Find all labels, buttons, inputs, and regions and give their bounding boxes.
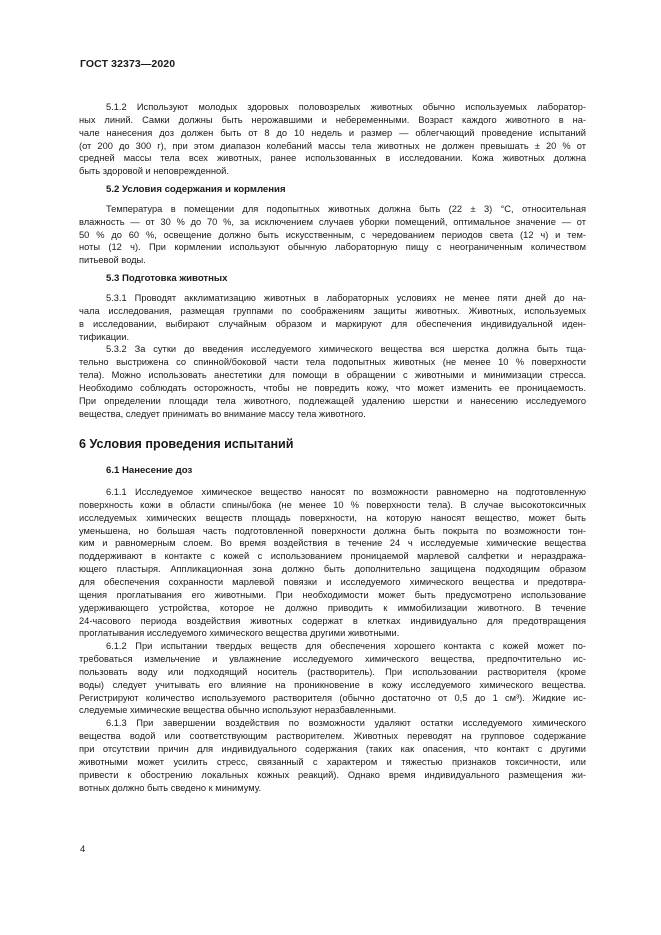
text-line: Температура в помещении для подопытных животных должна быть (22 ± 3) °С, относительная [106,203,586,214]
text-line: уменьшена, но большая часть подготовленной поверхности должна быть покрыта по возможности тон- [79,525,586,536]
text-line: 5.1.2 Используют молодых здоровых половозрелых животных обычно используемых лаборатор- [106,102,586,112]
section-heading-5-3: 5.3 Подготовка животных [106,273,228,285]
text-line: 5.3.1 Проводят акклиматизацию животных в лабораторных условиях не менее пяти дней до на- [106,292,586,303]
text-line: При определении площади тела животного, подлежащей удалению шерстки и нанесению исследуемого [79,395,586,406]
text-line: для обеспечения сохранности марлевой повязки и исследуемого химического вещества и предотвра- [79,577,586,587]
text-line: следуемые химические вещества обычно используют неразбавленными. [79,705,397,716]
section-heading-5-2: 5.2 Условия содержания и кормления [106,184,286,196]
text-line: 5.3.2 За сутки до введения исследуемого химического вещества вся шерстка должна быть тща- [106,344,586,355]
paragraph-5-1-2 [79,101,586,178]
text-line: 6.1.3 При завершении воздействия по возможности удаляют остатки исследуемого химического [106,718,586,729]
text-line: удерживающего устройства, которое не должно приводить к иммобилизации животного. В течение [79,602,586,613]
text-line: воды) следует учитывать его влияние на проникновение в кожу исследуемого химического вещества. [79,679,586,690]
text-line: исследуемых химических веществ площадь поверхности, на которую наносят вещество, может быть [79,512,586,523]
text-line: ных линий. Самки должны быть нерожавшими и небеременными. Возраст каждого животного в на- [79,114,586,125]
chapter-heading-6: 6 Условия проведения испытаний [79,437,294,452]
paragraph-6-1-3 [79,717,586,794]
text-line: в исследовании, выбирают случайным образом и маркируют для обеспечения индивидуальной иден- [79,318,586,329]
text-line: влажность — от 30 % до 70 %, за исключением случаев уборки помещений, оптимальное значение — от [79,216,586,227]
document-id-header: ГОСТ 32373—2020 [80,58,176,70]
text-line: поверхность кожи в области спины/бока (не менее 10 % поверхности тела). В случае высокотоксичных [79,499,586,510]
section-heading-6-1: 6.1 Нанесение доз [106,465,193,477]
paragraph-5-3-1 [79,292,586,343]
text-line: вещества водой или соответствующим растворителем. Животных переводят на групповое содержание [79,731,586,742]
text-line: 50 % до 60 %, освещение должно быть искусственным, с чередованием периодов света (12 ч) и тем- [79,229,586,240]
text-line: вещества, следует принимать во внимание массу тела животного. [79,408,366,419]
text-line: чала исследования, размещая группами по соображениям защиты животных. Животных, используемых [79,305,586,316]
text-line: пользовать воду или подходящий носитель (растворитель). При использовании растворителя (кроме [79,666,586,677]
text-line: при отсутствии причин для индивидуального содержания (таких как опасения, что контакт с другими [79,743,586,754]
text-line: (от 200 до 300 г), при этом диапазон колебаний массы тела животных не должен превышать ± 20 % от [79,140,586,151]
text-line: Регистрируют количество используемого растворителя (обычно достаточно от 0,5 до 1 см³). Жидкие ис- [79,692,586,703]
text-line: проглатывания исследуемого химического вещества другими животными. [79,628,400,639]
page-content [79,101,586,794]
paragraph-6-1-1 [79,486,586,640]
text-line: привести к обострению локальных кожных реакций). Однако время индивидуального размещения жи- [79,769,586,780]
text-line: вотных должно быть сведено к минимуму. [79,782,262,793]
text-line: 6.1.2 При испытании твердых веществ для обеспечения хорошего контакта с кожей может по- [106,641,586,652]
paragraph-6-1-2 [79,640,586,717]
text-line: 6.1.1 Исследуемое химическое вещество наносят по возможности равномерно на подготовленную [106,487,586,498]
text-line: средней массы тела всех животных, ранее использованных в исследовании. Кожа животных должна [79,153,586,164]
paragraph-5-3-2 [79,343,586,420]
text-line: ющего пластыря. Аппликационная зона должно быть дополнительно защищена подходящим образом [79,564,586,575]
text-line: животными может усилить стресс, связанный с характером и тяжестью признаков токсичности, или [79,756,586,767]
text-line: 24-часового периода воздействия животных содержат в клетках индивидуально для предотвращения [79,615,586,626]
text-line: питьевой воды. [79,255,146,266]
text-line: тела). Можно использовать анестетики для помощи в обращении с животными и минимизации стресса. [79,370,586,381]
text-line: тификации. [79,331,130,342]
text-line: требоваться измельчение и увлажнение исследуемого химического вещества, предпочтительно ис- [79,654,586,665]
text-line: ким и равномерным слоем. Во время воздействия в течение 24 ч исследуемые химические вещества [79,538,586,549]
page-number: 4 [80,844,86,855]
text-line: быть здоровой и неповрежденной. [79,166,229,177]
text-line: тельно выстрижена со спинной/боковой части тела подопытных животных (не менее 10 % поверхности [79,357,586,368]
text-line: ноты (12 ч). При кормлении используют обычную лабораторную пищу с неограниченным количеством [79,242,586,253]
text-line: поддерживают в контакте с кожей с использованием проницаемой марлевой салфетки и нераздража- [79,551,586,562]
text-line: Необходимо соблюдать осторожность, чтобы не повредить кожу, что может изменить ее проницаемость. [79,382,586,393]
paragraph-5-2 [79,203,586,267]
text-line: чале нанесения доз должен быть от 8 до 10 недель и размер — облегчающий проведение испытаний [79,127,586,138]
text-line: щения проглатывания его животными. При необходимости может быть предусмотрено использование [79,589,586,600]
